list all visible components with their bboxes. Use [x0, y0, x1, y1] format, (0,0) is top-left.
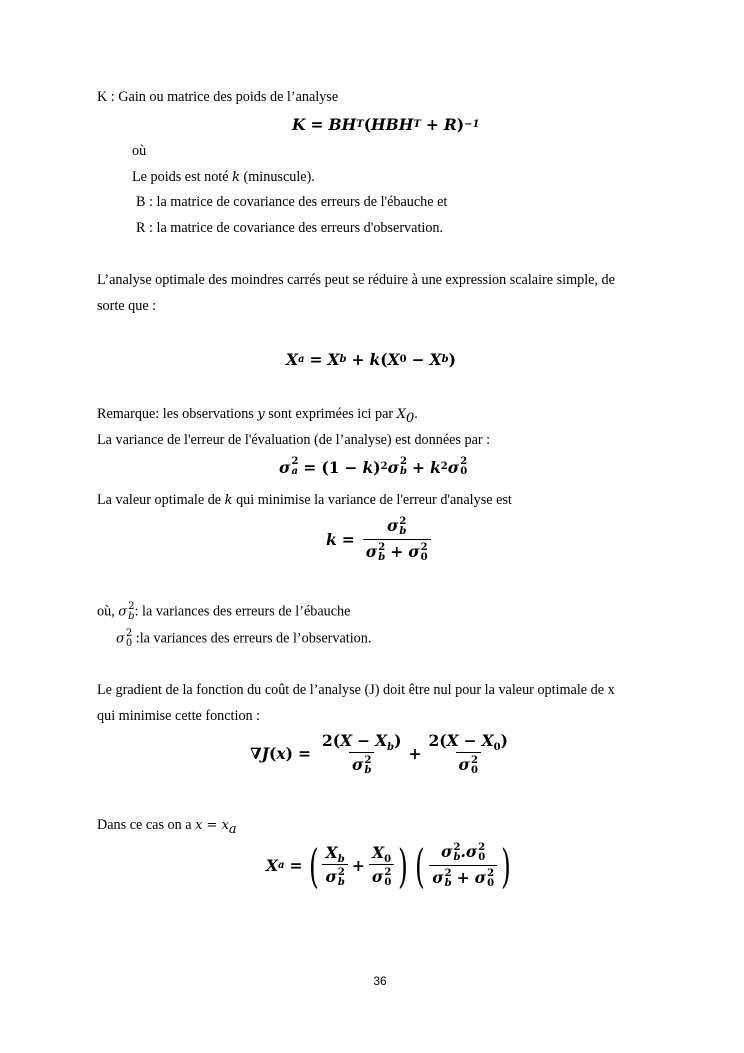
gain-definition: K : Gain ou matrice des poids de l’analyse: [97, 89, 339, 105]
page-number: 36: [373, 974, 387, 988]
equation-analysis-variance: σ 2 a = (1 − k ) 2 σ 2 b + k 2 σ 2 0: [279, 456, 468, 477]
equation-analysis-update: X a = X b + k ( X 0 − X b ): [286, 350, 457, 369]
where-label: où: [132, 143, 147, 159]
sigma-0-definition: σ 2 0 :la variances des erreurs de l’observation.: [116, 628, 372, 649]
equation-gain-matrix: K = BH T ( HBH T + R ) −1: [292, 115, 480, 134]
variance-intro: La variance de l'erreur de l'évaluation (de l’analyse) est données par :: [97, 432, 491, 448]
sigma-b-definition: où, σ 2 b : la variances des erreurs de l’ébauche: [97, 601, 351, 622]
equation-optimal-k: k = σ 2 b σ 2 b + σ 2 0: [326, 516, 434, 563]
equation-cost-gradient: ∇J ( x ) = $2(X - X_b)$ σ 2 b + $2(X - X_0)$ σ 2 0: [250, 731, 508, 776]
weight-note: Le poids est noté k (minuscule).: [132, 169, 315, 185]
paragraph-least-squares-line1: L’analyse optimale des moindres carrés peut se réduire à une expression scalaire simple, de: [97, 272, 615, 288]
paragraph-least-squares-line2: sorte que :: [97, 298, 157, 314]
equation-analysis-result: X a = ( $X_b$ σ 2 b + $X_0$ σ 2 0 ) ( σ 2 b .σ 2 0 σ 2 b + σ 2 0 ): [266, 838, 511, 893]
b-matrix-definition: B : la matrice de covariance des erreurs de l'ébauche et: [136, 194, 448, 210]
r-matrix-definition: R : la matrice de covariance des erreurs d'observation.: [136, 220, 444, 236]
gradient-paragraph-line2: qui minimise cette fonction :: [97, 708, 261, 724]
gradient-paragraph-line1: Le gradient de la fonction du coût de l’analyse (J) doit être nul pour la valeur optimale de x: [97, 682, 615, 698]
remark-observations: Remarque: les observations y sont exprimées ici par $X_0$.: [97, 406, 418, 426]
optimal-k-intro: La valeur optimale de k qui minimise la variance de l'erreur d'analyse est: [97, 492, 512, 508]
case-statement: Dans ce cas on a $x = x_a$: [97, 817, 237, 837]
